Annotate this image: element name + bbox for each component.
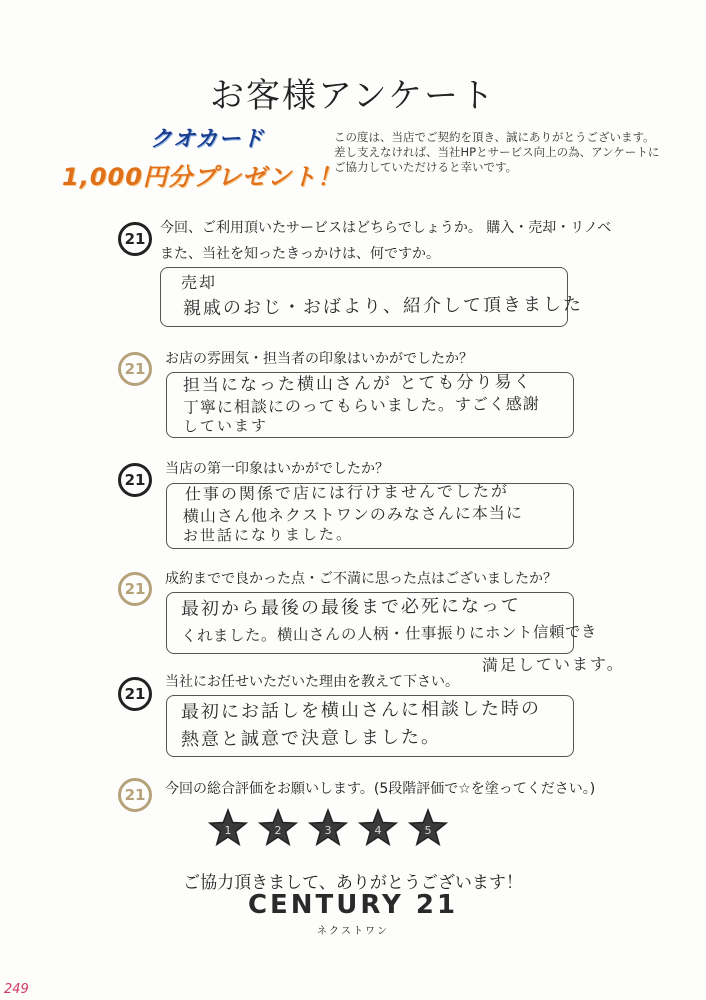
answer-2-line-3: しています — [182, 416, 269, 436]
intro-text: この度は、当店でご契約を頂き、誠にありがとうございます。差し支えなければ、当社HPとサービス向上の為、アンケートにご協力していただけると幸いです。 — [334, 130, 660, 174]
answer-1-line-2: 親戚のおじ・おばより、紹介して頂きました — [182, 293, 584, 320]
brand-logo: CENTURY 21 — [247, 890, 459, 920]
rating-stars — [200, 805, 460, 851]
answer-4-line-1: 最初から最後の最後まで必死になって — [180, 595, 522, 620]
answer-box-5 — [166, 695, 574, 757]
thank-you-message: ご協力頂きまして、ありがとうございます！ — [183, 873, 523, 893]
question-3: 当店の第一印象はいかがでしたか？ — [165, 461, 389, 477]
century21-icon: 21 — [118, 677, 152, 711]
rating-star-2[interactable] — [260, 810, 296, 844]
question-1-line-2: また、当社を知ったきっかけは、何ですか。 — [160, 246, 440, 262]
century21-icon: 21 — [118, 222, 152, 256]
answer-box-4 — [166, 592, 598, 654]
rating-star-3[interactable] — [310, 810, 346, 844]
survey-title: お客様アンケート — [210, 76, 496, 116]
question-2: お店の雰囲気・担当者の印象はいかがでしたか？ — [165, 351, 473, 367]
brand-subtitle: ネクストワン — [317, 926, 389, 937]
rating-star-4[interactable] — [360, 810, 396, 844]
answer-3-line-3: お世話になりました。 — [182, 525, 354, 545]
answer-2-line-2: 丁寧に相談にのってもらいました。すごく感謝 — [182, 394, 540, 417]
star-number-label: 2 — [274, 824, 282, 837]
answer-5-line-2: 熱意と誠意で決意しました。 — [180, 726, 442, 751]
answer-5-line-1: 最初にお話しを横山さんに相談した時の — [180, 698, 542, 723]
rating-star-1[interactable] — [210, 810, 246, 844]
promo-present: 1,000円分プレゼント！ — [62, 163, 342, 191]
answer-2-line-1: 担当になった横山さんが とても分り易く — [182, 372, 533, 396]
star-number-label: 1 — [224, 824, 232, 837]
answer-3-line-2: 横山さん他ネクストワンのみなさんに本当に — [182, 503, 523, 526]
answer-1-line-1: 売却 — [180, 272, 218, 293]
question-6: 今回の総合評価をお願いします。(5段階評価で☆を塗ってください。) — [165, 781, 596, 797]
question-4: 成約までで良かった点・ご不満に思った点はございましたか？ — [165, 571, 557, 587]
answer-4-line-3: 満足しています。 — [481, 654, 625, 675]
answer-box-3 — [166, 483, 574, 549]
rating-star-5[interactable] — [410, 810, 446, 844]
answer-box-2 — [166, 372, 574, 438]
question-5: 当社にお任せいただいた理由を教えて下さい。 — [165, 674, 459, 690]
promo-quo-card: クオカード — [150, 127, 265, 152]
answer-3-line-1: 仕事の関係で店には行けませんでしたが — [184, 481, 510, 504]
century21-icon: 21 — [118, 572, 152, 606]
star-number-label: 4 — [374, 824, 382, 837]
question-1-line-1: 今回、ご利用頂いたサービスはどちらでしょうか。 購入・売却・リノベ — [160, 220, 612, 236]
page-number: 249 — [4, 982, 29, 997]
century21-icon: 21 — [118, 463, 152, 497]
star-number-label: 3 — [324, 824, 332, 837]
century21-icon: 21 — [118, 352, 152, 386]
century21-icon: 21 — [118, 778, 152, 812]
answer-box-1 — [160, 267, 584, 327]
answer-4-line-2: くれました。横山さんの人柄・仕事振りにホント信頼でき — [180, 622, 598, 646]
star-number-label: 5 — [424, 824, 432, 837]
